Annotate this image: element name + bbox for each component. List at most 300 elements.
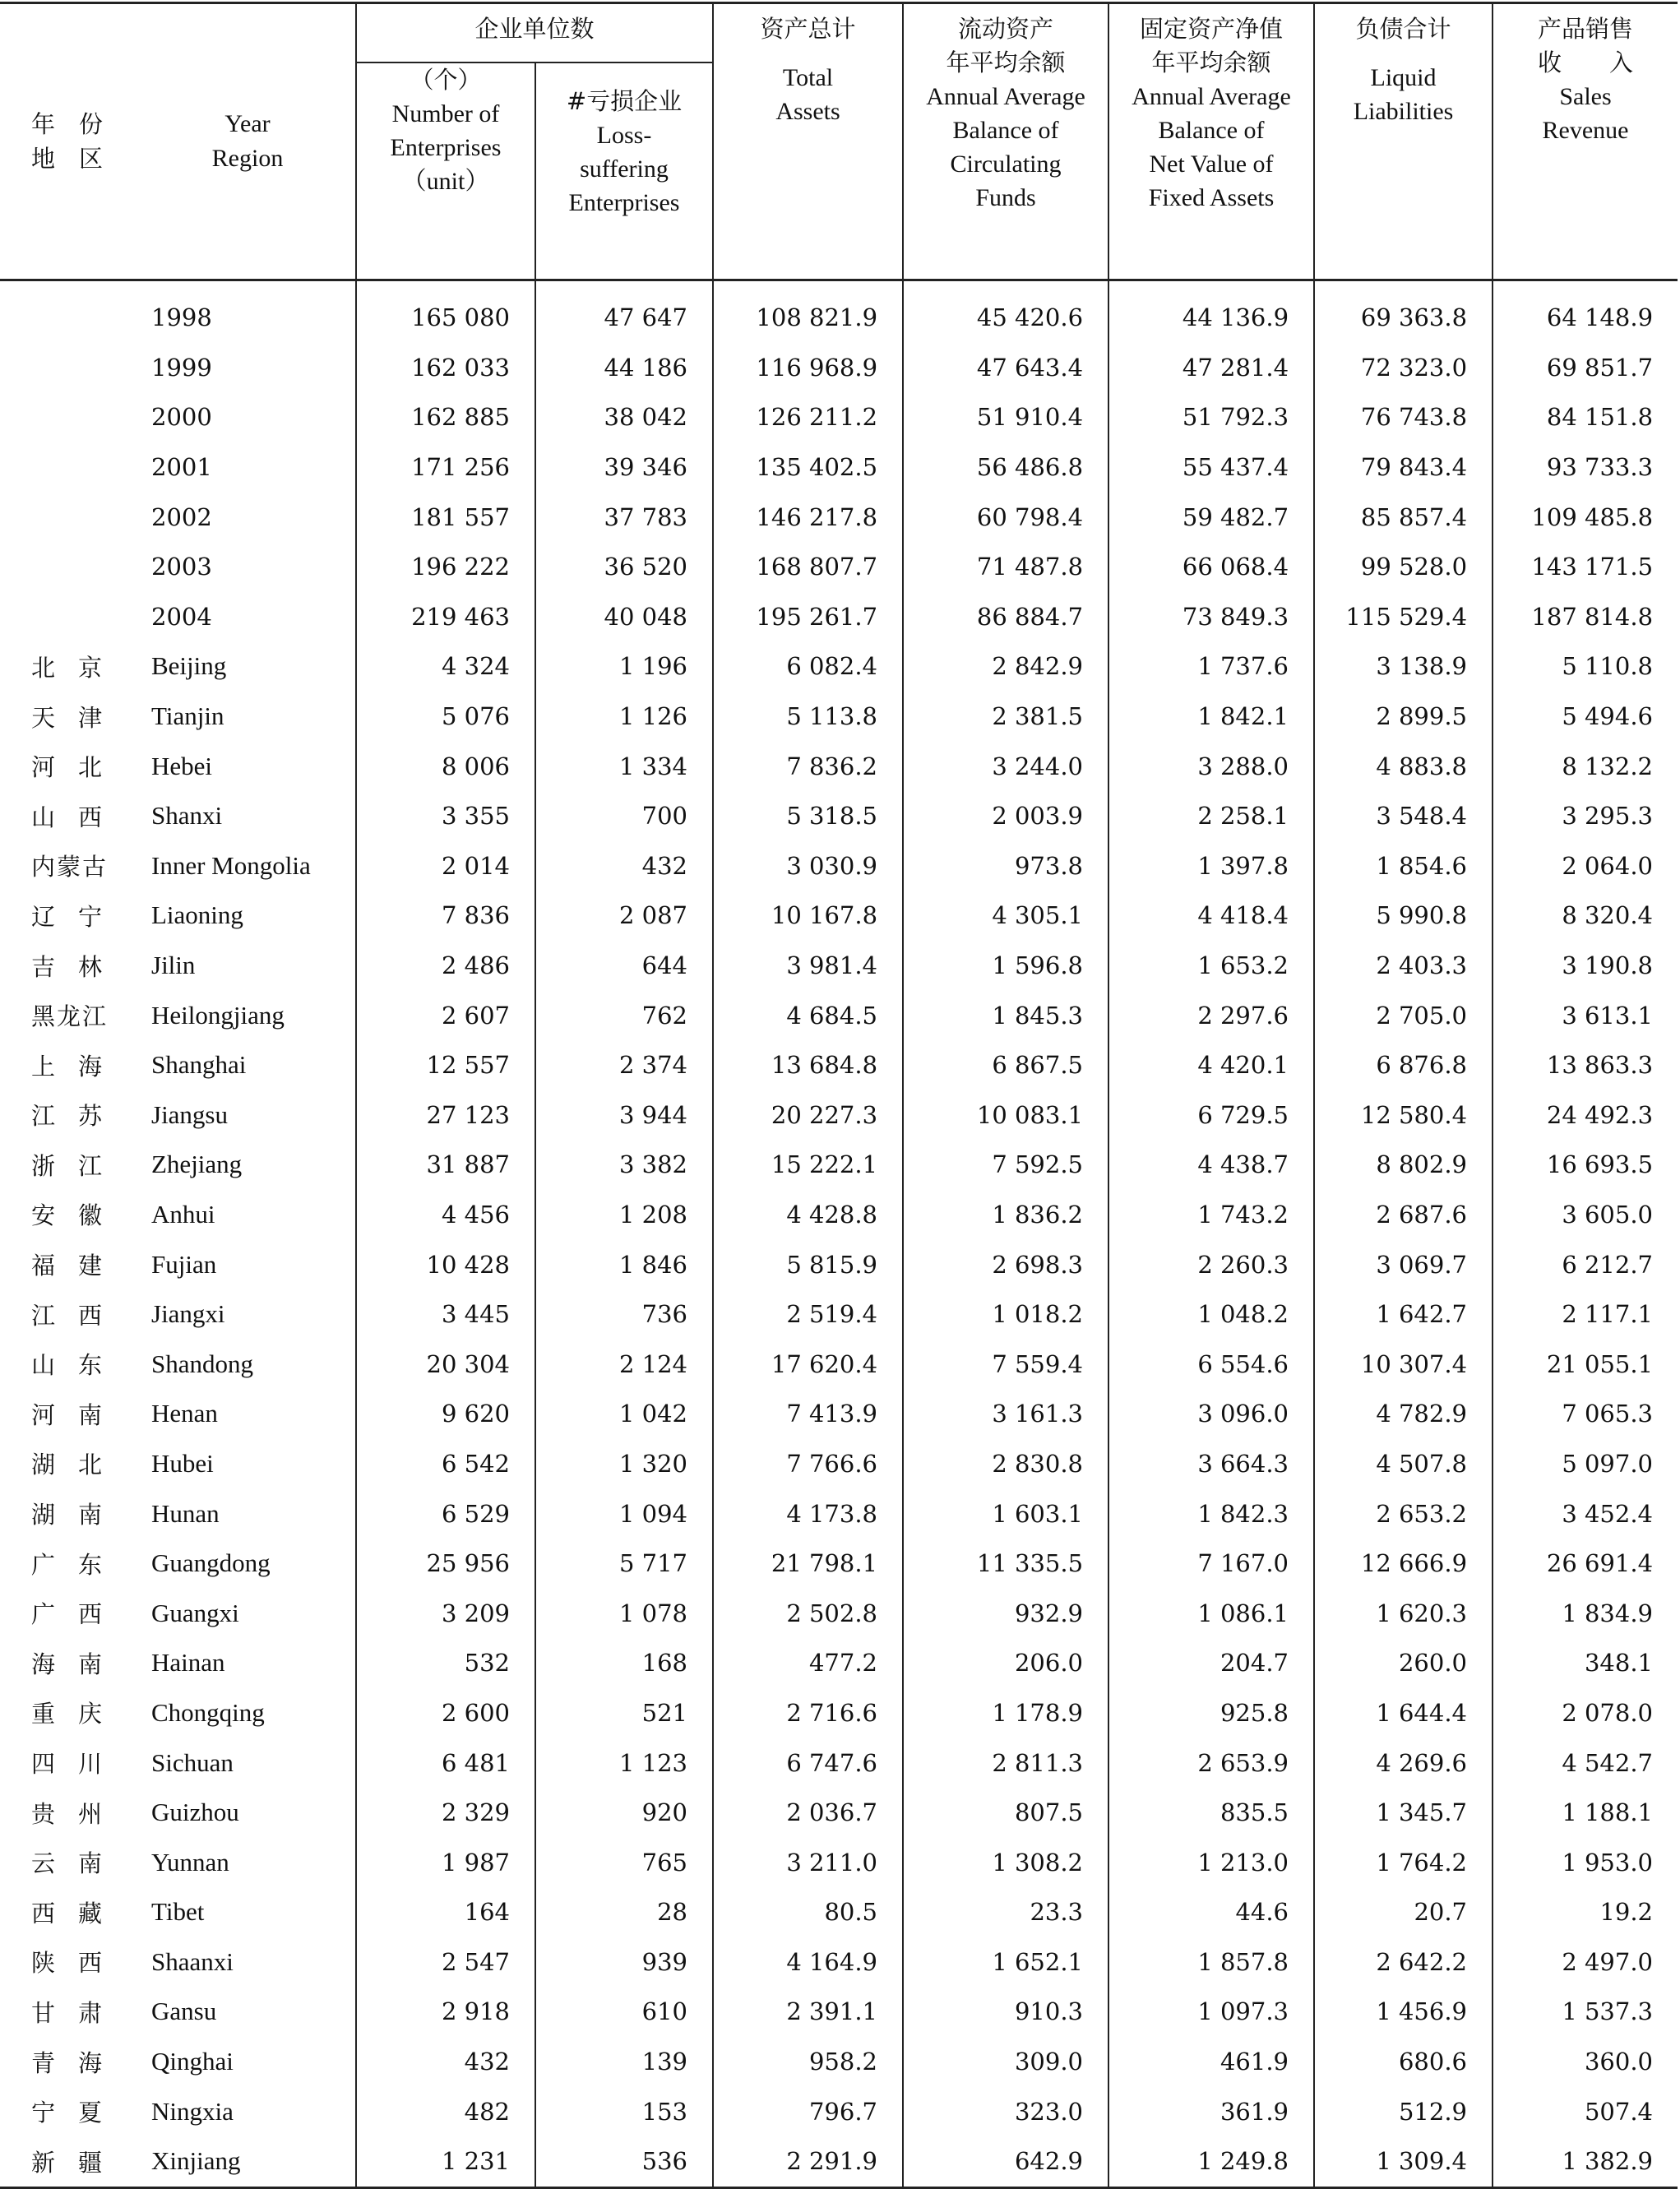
cell-liabilities: 512.9	[1314, 2086, 1493, 2136]
table-row	[0, 1239, 1678, 1289]
cell-region-cn: 甘肃	[31, 1998, 126, 2027]
cell-liabilities: 69 363.8	[1314, 280, 1493, 343]
cell-region-cn	[0, 392, 140, 442]
cell-fixed-assets: 1 842.1	[1108, 692, 1314, 742]
table-row	[0, 592, 1678, 642]
cell-sales-revenue: 2 497.0	[1493, 1937, 1678, 1988]
cell-fixed-assets: 1 086.1	[1108, 1588, 1314, 1638]
table-row	[0, 641, 1678, 692]
cell-sales-revenue: 6 212.7	[1493, 1239, 1678, 1289]
cell-fixed-assets: 3 096.0	[1108, 1389, 1314, 1439]
cell-loss-enterprises: 1 123	[535, 1738, 713, 1788]
cell-circulating-funds: 973.8	[903, 841, 1108, 891]
table-row	[0, 741, 1678, 791]
cell-sales-revenue: 3 295.3	[1493, 791, 1678, 841]
cell-sales-revenue: 4 542.7	[1493, 1738, 1678, 1788]
header-enterprises-en-1: Number of	[391, 100, 500, 127]
cell-region-cn: 吉林	[31, 952, 126, 981]
cell-enterprises: 3 355	[356, 791, 535, 841]
cell-loss-enterprises: 153	[535, 2086, 713, 2136]
cell-total-assets: 146 217.8	[713, 492, 903, 542]
cell-loss-enterprises: 521	[535, 1688, 713, 1738]
cell-circulating-funds: 642.9	[903, 2136, 1108, 2187]
cell-total-assets: 5 815.9	[713, 1239, 903, 1289]
cell-circulating-funds: 910.3	[903, 1987, 1108, 2037]
cell-loss-enterprises: 1 094	[535, 1488, 713, 1539]
cell-sales-revenue: 5 110.8	[1493, 641, 1678, 692]
cell-region-en: Guizhou	[151, 1798, 239, 1827]
cell-sales-revenue: 26 691.4	[1493, 1539, 1678, 1589]
header-total-assets-cn: 资产总计	[760, 15, 856, 43]
cell-circulating-funds: 309.0	[903, 2037, 1108, 2087]
cell-region-en: Qinghai	[151, 2047, 234, 2076]
cell-enterprises: 165 080	[356, 280, 535, 343]
cell-region-en: Jilin	[151, 951, 196, 980]
cell-liabilities: 1 642.7	[1314, 1289, 1493, 1340]
header-circ-en-2: Balance of	[952, 117, 1059, 144]
cell-total-assets: 20 227.3	[713, 1090, 903, 1141]
cell-circulating-funds: 2 830.8	[903, 1439, 1108, 1489]
cell-region-cn: 宁夏	[31, 2099, 126, 2127]
cell-enterprises: 171 256	[356, 442, 535, 493]
cell-enterprises: 2 486	[356, 941, 535, 991]
cell-circulating-funds: 11 335.5	[903, 1539, 1108, 1589]
cell-liabilities: 1 644.4	[1314, 1688, 1493, 1738]
header-loss-en-3: Enterprises	[568, 189, 680, 216]
cell-sales-revenue: 8 132.2	[1493, 741, 1678, 791]
cell-enterprises: 2 547	[356, 1937, 535, 1988]
table-row	[0, 1040, 1678, 1090]
cell-fixed-assets: 1 842.3	[1108, 1488, 1314, 1539]
cell-total-assets: 135 402.5	[713, 442, 903, 493]
cell-enterprises: 181 557	[356, 492, 535, 542]
cell-enterprises: 2 014	[356, 841, 535, 891]
cell-region-en: Ningxia	[151, 2096, 234, 2126]
cell-region-en: Beijing	[151, 651, 227, 681]
cell-sales-revenue: 3 452.4	[1493, 1488, 1678, 1539]
table-row	[0, 1588, 1678, 1638]
cell-sales-revenue: 1 382.9	[1493, 2136, 1678, 2187]
table-row	[0, 1090, 1678, 1141]
cell-fixed-assets: 1 857.8	[1108, 1937, 1314, 1988]
cell-region-en: Tibet	[151, 1897, 205, 1927]
cell-circulating-funds: 1 308.2	[903, 1837, 1108, 1887]
cell-total-assets: 2 716.6	[713, 1688, 903, 1738]
cell-sales-revenue: 19.2	[1493, 1887, 1678, 1937]
cell-liabilities: 4 269.6	[1314, 1738, 1493, 1788]
cell-loss-enterprises: 700	[535, 791, 713, 841]
cell-fixed-assets: 3 664.3	[1108, 1439, 1314, 1489]
cell-fixed-assets: 59 482.7	[1108, 492, 1314, 542]
cell-region-cn	[0, 492, 140, 542]
cell-region-cn: 湖北	[31, 1451, 126, 1479]
cell-sales-revenue: 1 953.0	[1493, 1837, 1678, 1887]
header-enterprises-unit-cn: （个）	[410, 66, 482, 94]
header-year-region-en	[140, 3, 356, 280]
cell-region-en: Guangxi	[151, 1598, 239, 1627]
cell-loss-enterprises: 1 126	[535, 692, 713, 742]
cell-sales-revenue: 3 190.8	[1493, 941, 1678, 991]
cell-region-cn	[0, 542, 140, 592]
cell-circulating-funds: 2 842.9	[903, 641, 1108, 692]
table-row	[0, 1190, 1678, 1240]
cell-loss-enterprises: 36 520	[535, 542, 713, 592]
cell-sales-revenue: 109 485.8	[1493, 492, 1678, 542]
cell-sales-revenue: 1 834.9	[1493, 1588, 1678, 1638]
table-row	[0, 1638, 1678, 1688]
cell-liabilities: 2 642.2	[1314, 1937, 1493, 1988]
cell-enterprises: 12 557	[356, 1040, 535, 1090]
header-enterprises-group	[356, 3, 713, 63]
cell-enterprises: 5 076	[356, 692, 535, 742]
cell-fixed-assets: 2 260.3	[1108, 1239, 1314, 1289]
cell-liabilities: 1 764.2	[1314, 1837, 1493, 1887]
cell-sales-revenue: 69 851.7	[1493, 343, 1678, 393]
cell-liabilities: 1 345.7	[1314, 1788, 1493, 1838]
cell-circulating-funds: 51 910.4	[903, 392, 1108, 442]
header-fixed-en-3: Net Value of	[1149, 150, 1274, 178]
cell-loss-enterprises: 44 186	[535, 343, 713, 393]
cell-total-assets: 7 836.2	[713, 741, 903, 791]
cell-region-en: Shanxi	[151, 801, 223, 831]
cell-fixed-assets: 44.6	[1108, 1887, 1314, 1937]
cell-enterprises: 20 304	[356, 1339, 535, 1389]
table-row	[0, 1389, 1678, 1439]
cell-liabilities: 4 782.9	[1314, 1389, 1493, 1439]
cell-sales-revenue: 8 320.4	[1493, 891, 1678, 941]
cell-year: 1998	[151, 303, 212, 332]
cell-region-cn: 贵州	[31, 1799, 126, 1828]
cell-sales-revenue: 5 097.0	[1493, 1439, 1678, 1489]
table-row	[0, 542, 1678, 592]
cell-loss-enterprises: 920	[535, 1788, 713, 1838]
cell-fixed-assets: 925.8	[1108, 1688, 1314, 1738]
cell-total-assets: 6 747.6	[713, 1738, 903, 1788]
cell-total-assets: 126 211.2	[713, 392, 903, 442]
table-row	[0, 2136, 1678, 2187]
header-circ-en-3: Circulating	[950, 150, 1062, 178]
table-row	[0, 941, 1678, 991]
cell-enterprises: 3 445	[356, 1289, 535, 1340]
header-circ-cn-2: 年平均余额	[946, 49, 1066, 76]
cell-sales-revenue: 2 117.1	[1493, 1289, 1678, 1340]
cell-total-assets: 6 082.4	[713, 641, 903, 692]
cell-circulating-funds: 6 867.5	[903, 1040, 1108, 1090]
cell-liabilities: 4 507.8	[1314, 1439, 1493, 1489]
cell-fixed-assets: 44 136.9	[1108, 280, 1314, 343]
cell-enterprises: 7 836	[356, 891, 535, 941]
cell-circulating-funds: 206.0	[903, 1638, 1108, 1688]
header-enterprises-en-3: （unit）	[401, 168, 490, 195]
table-row	[0, 1987, 1678, 2037]
cell-region-cn: 福建	[31, 1252, 126, 1280]
cell-total-assets: 4 428.8	[713, 1190, 903, 1240]
cell-liabilities: 2 403.3	[1314, 941, 1493, 991]
cell-total-assets: 958.2	[713, 2037, 903, 2087]
cell-region-cn: 北京	[31, 653, 126, 682]
cell-sales-revenue: 360.0	[1493, 2037, 1678, 2087]
cell-sales-revenue: 84 151.8	[1493, 392, 1678, 442]
cell-total-assets: 796.7	[713, 2086, 903, 2136]
cell-loss-enterprises: 37 783	[535, 492, 713, 542]
cell-region-cn: 重庆	[31, 1700, 126, 1729]
cell-region-cn	[0, 442, 140, 493]
header-year-region-cn	[0, 3, 140, 280]
cell-region-en: Shaanxi	[151, 1946, 234, 1976]
cell-region-en: Shanghai	[151, 1050, 247, 1080]
table-header	[0, 3, 1678, 280]
cell-loss-enterprises: 2 374	[535, 1040, 713, 1090]
cell-fixed-assets: 2 258.1	[1108, 791, 1314, 841]
cell-region-en: Xinjiang	[151, 2146, 241, 2176]
cell-region-cn: 新疆	[31, 2148, 126, 2177]
cell-circulating-funds: 7 559.4	[903, 1339, 1108, 1389]
header-loss-en-1: Loss-	[596, 122, 652, 149]
cell-liabilities: 1 309.4	[1314, 2136, 1493, 2187]
cell-sales-revenue: 13 863.3	[1493, 1040, 1678, 1090]
cell-sales-revenue: 1 188.1	[1493, 1788, 1678, 1838]
cell-region-cn: 青海	[31, 2048, 126, 2077]
cell-circulating-funds: 1 652.1	[903, 1937, 1108, 1988]
cell-loss-enterprises: 38 042	[535, 392, 713, 442]
cell-liabilities: 680.6	[1314, 2037, 1493, 2087]
table-row	[0, 280, 1678, 343]
cell-circulating-funds: 1 836.2	[903, 1190, 1108, 1240]
cell-fixed-assets: 835.5	[1108, 1788, 1314, 1838]
statistics-table	[0, 2, 1678, 2189]
header-sales-cn-2: 收 入	[1538, 49, 1634, 76]
cell-liabilities: 260.0	[1314, 1638, 1493, 1688]
cell-total-assets: 2 036.7	[713, 1788, 903, 1838]
table-row	[0, 1488, 1678, 1539]
header-debt-en-1: Liquid	[1370, 64, 1437, 91]
cell-region-cn: 四川	[31, 1750, 126, 1779]
cell-liabilities: 2 653.2	[1314, 1488, 1493, 1539]
header-enterprises	[356, 62, 535, 280]
header-fixed-cn-1: 固定资产净值	[1140, 15, 1284, 43]
cell-region-cn: 云南	[31, 1849, 126, 1878]
cell-loss-enterprises: 3 382	[535, 1140, 713, 1190]
cell-loss-enterprises: 432	[535, 841, 713, 891]
cell-loss-enterprises: 47 647	[535, 280, 713, 343]
cell-loss-enterprises: 1 208	[535, 1190, 713, 1240]
cell-sales-revenue: 93 733.3	[1493, 442, 1678, 493]
cell-liabilities: 79 843.4	[1314, 442, 1493, 493]
cell-fixed-assets: 47 281.4	[1108, 343, 1314, 393]
cell-circulating-funds: 60 798.4	[903, 492, 1108, 542]
cell-sales-revenue: 3 613.1	[1493, 990, 1678, 1040]
header-liabilities	[1314, 3, 1493, 280]
cell-total-assets: 116 968.9	[713, 343, 903, 393]
cell-year: 1999	[151, 353, 212, 382]
header-loss-cn: #亏损企业	[566, 87, 683, 115]
table-row	[0, 841, 1678, 891]
cell-circulating-funds: 56 486.8	[903, 442, 1108, 493]
cell-enterprises: 532	[356, 1638, 535, 1688]
cell-liabilities: 2 705.0	[1314, 990, 1493, 1040]
table-row	[0, 1788, 1678, 1838]
cell-circulating-funds: 10 083.1	[903, 1090, 1108, 1141]
cell-total-assets: 10 167.8	[713, 891, 903, 941]
header-sales-cn-1: 产品销售	[1538, 15, 1634, 43]
cell-liabilities: 4 883.8	[1314, 741, 1493, 791]
cell-liabilities: 85 857.4	[1314, 492, 1493, 542]
header-circ-en-1: Annual Average	[926, 83, 1085, 110]
cell-region-cn: 河北	[31, 753, 126, 782]
cell-region-cn: 山西	[31, 803, 126, 831]
cell-region-cn: 广东	[31, 1550, 126, 1579]
cell-region-en: Henan	[151, 1399, 218, 1428]
cell-fixed-assets: 6 554.6	[1108, 1339, 1314, 1389]
cell-fixed-assets: 1 048.2	[1108, 1289, 1314, 1340]
cell-region-en: Chongqing	[151, 1697, 265, 1727]
header-loss-en-2: suffering	[580, 155, 669, 183]
cell-circulating-funds: 45 420.6	[903, 280, 1108, 343]
cell-liabilities: 5 990.8	[1314, 891, 1493, 941]
cell-total-assets: 21 798.1	[713, 1539, 903, 1589]
cell-sales-revenue: 2 078.0	[1493, 1688, 1678, 1738]
cell-total-assets: 5 113.8	[713, 692, 903, 742]
cell-circulating-funds: 2 003.9	[903, 791, 1108, 841]
cell-region-en: Hubei	[151, 1448, 214, 1478]
header-enterprises-cn: 企业单位数	[474, 15, 595, 43]
cell-loss-enterprises: 762	[535, 990, 713, 1040]
cell-region-cn: 上海	[31, 1052, 126, 1081]
cell-total-assets: 5 318.5	[713, 791, 903, 841]
table-row	[0, 1140, 1678, 1190]
cell-region-en: Zhejiang	[151, 1150, 243, 1179]
cell-enterprises: 6 481	[356, 1738, 535, 1788]
cell-circulating-funds: 47 643.4	[903, 343, 1108, 393]
cell-enterprises: 10 428	[356, 1239, 535, 1289]
cell-region-cn: 河南	[31, 1400, 126, 1429]
cell-region-en: Fujian	[151, 1249, 217, 1279]
cell-fixed-assets: 2 297.6	[1108, 990, 1314, 1040]
cell-sales-revenue: 7 065.3	[1493, 1389, 1678, 1439]
cell-fixed-assets: 73 849.3	[1108, 592, 1314, 642]
table-row	[0, 1837, 1678, 1887]
cell-enterprises: 8 006	[356, 741, 535, 791]
cell-region-cn: 湖南	[31, 1501, 126, 1530]
cell-total-assets: 7 766.6	[713, 1439, 903, 1489]
cell-loss-enterprises: 2 087	[535, 891, 713, 941]
cell-circulating-funds: 1 596.8	[903, 941, 1108, 991]
cell-region-cn: 江苏	[31, 1102, 126, 1131]
cell-fixed-assets: 204.7	[1108, 1638, 1314, 1688]
cell-fixed-assets: 2 653.9	[1108, 1738, 1314, 1788]
cell-sales-revenue: 187 814.8	[1493, 592, 1678, 642]
cell-loss-enterprises: 536	[535, 2136, 713, 2187]
cell-loss-enterprises: 610	[535, 1987, 713, 2037]
table-row	[0, 1937, 1678, 1988]
cell-liabilities: 6 876.8	[1314, 1040, 1493, 1090]
header-sales-revenue	[1493, 3, 1678, 280]
cell-total-assets: 108 821.9	[713, 280, 903, 343]
cell-loss-enterprises: 1 320	[535, 1439, 713, 1489]
cell-enterprises: 4 456	[356, 1190, 535, 1240]
cell-circulating-funds: 23.3	[903, 1887, 1108, 1937]
cell-loss-enterprises: 1 196	[535, 641, 713, 692]
cell-liabilities: 20.7	[1314, 1887, 1493, 1937]
cell-region-en: Shandong	[151, 1349, 253, 1378]
cell-total-assets: 80.5	[713, 1887, 903, 1937]
cell-region-cn: 天津	[31, 703, 126, 732]
header-circ-en-4: Funds	[975, 184, 1036, 211]
cell-enterprises: 2 607	[356, 990, 535, 1040]
cell-loss-enterprises: 939	[535, 1937, 713, 1988]
cell-region-en: Hainan	[151, 1648, 225, 1678]
cell-circulating-funds: 2 698.3	[903, 1239, 1108, 1289]
cell-loss-enterprises: 40 048	[535, 592, 713, 642]
cell-sales-revenue: 143 171.5	[1493, 542, 1678, 592]
cell-fixed-assets: 4 418.4	[1108, 891, 1314, 941]
cell-total-assets: 168 807.7	[713, 542, 903, 592]
cell-region-cn: 西藏	[31, 1899, 126, 1928]
cell-region-en: Inner Mongolia	[151, 850, 311, 880]
cell-region-cn: 广西	[31, 1600, 126, 1629]
header-fixed-cn-2: 年平均余额	[1151, 49, 1271, 76]
cell-liabilities: 10 307.4	[1314, 1339, 1493, 1389]
cell-region-cn: 陕西	[31, 1949, 126, 1978]
cell-region-en: Hunan	[151, 1498, 220, 1528]
cell-loss-enterprises: 736	[535, 1289, 713, 1340]
table-row	[0, 692, 1678, 742]
cell-enterprises: 482	[356, 2086, 535, 2136]
cell-total-assets: 4 164.9	[713, 1937, 903, 1988]
cell-loss-enterprises: 1 078	[535, 1588, 713, 1638]
cell-region-en: Sichuan	[151, 1747, 234, 1777]
header-fixed-en-1: Annual Average	[1132, 83, 1291, 110]
cell-loss-enterprises: 1 846	[535, 1239, 713, 1289]
cell-fixed-assets: 1 743.2	[1108, 1190, 1314, 1240]
cell-region-cn: 辽宁	[31, 902, 126, 931]
cell-sales-revenue: 3 605.0	[1493, 1190, 1678, 1240]
cell-liabilities: 2 687.6	[1314, 1190, 1493, 1240]
header-circ-cn-1: 流动资产	[958, 15, 1054, 43]
cell-region-cn: 山东	[31, 1351, 126, 1380]
header-region-cn: 地 区	[31, 145, 104, 173]
cell-sales-revenue: 5 494.6	[1493, 692, 1678, 742]
cell-enterprises: 2 918	[356, 1987, 535, 2037]
cell-enterprises: 196 222	[356, 542, 535, 592]
cell-circulating-funds: 2 811.3	[903, 1738, 1108, 1788]
cell-liabilities: 1 854.6	[1314, 841, 1493, 891]
cell-circulating-funds: 1 845.3	[903, 990, 1108, 1040]
cell-liabilities: 115 529.4	[1314, 592, 1493, 642]
cell-fixed-assets: 3 288.0	[1108, 741, 1314, 791]
header-loss-enterprises	[535, 62, 713, 280]
table-row	[0, 343, 1678, 393]
cell-total-assets: 13 684.8	[713, 1040, 903, 1090]
table-row	[0, 2086, 1678, 2136]
cell-region-cn	[0, 343, 140, 393]
cell-total-assets: 477.2	[713, 1638, 903, 1688]
cell-fixed-assets: 55 437.4	[1108, 442, 1314, 493]
cell-total-assets: 2 291.9	[713, 2136, 903, 2187]
header-fixed-en-2: Balance of	[1158, 117, 1265, 144]
cell-total-assets: 2 519.4	[713, 1289, 903, 1340]
cell-sales-revenue: 16 693.5	[1493, 1140, 1678, 1190]
cell-region-en: Heilongjiang	[151, 1000, 285, 1030]
cell-enterprises: 4 324	[356, 641, 535, 692]
header-circulating-funds	[903, 3, 1108, 280]
cell-circulating-funds: 1 178.9	[903, 1688, 1108, 1738]
table-row	[0, 1539, 1678, 1589]
cell-fixed-assets: 51 792.3	[1108, 392, 1314, 442]
table-body	[0, 280, 1678, 2188]
cell-enterprises: 25 956	[356, 1539, 535, 1589]
header-debt-en-2: Liabilities	[1353, 98, 1454, 125]
